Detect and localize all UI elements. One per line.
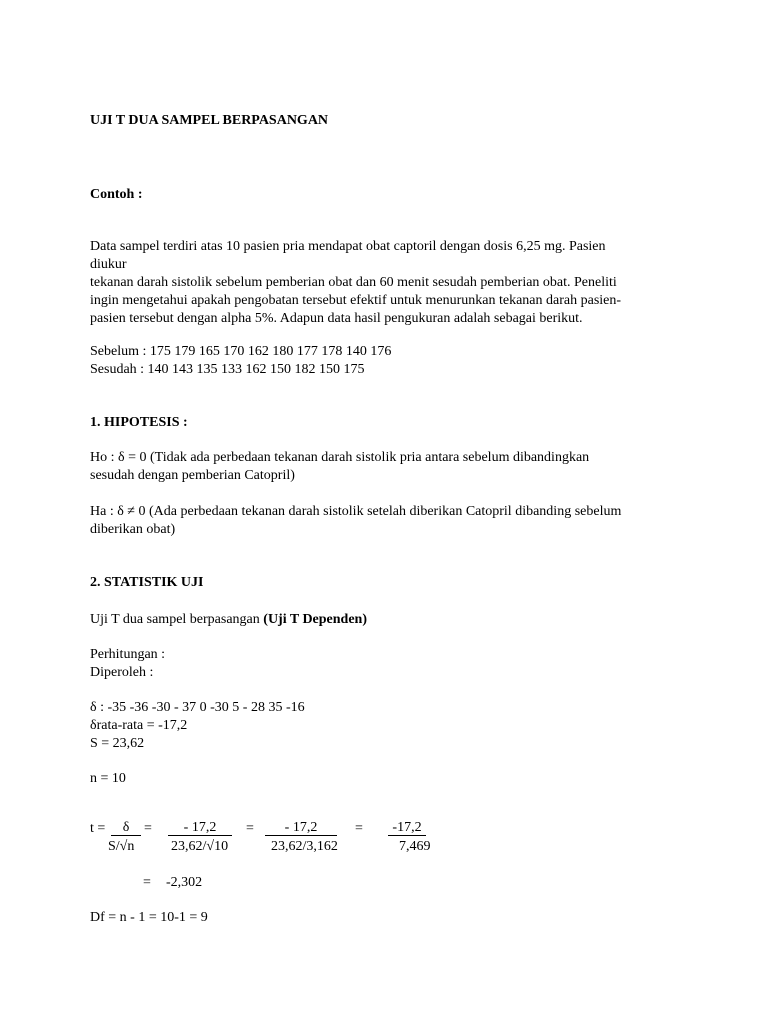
perhitungan-label: Perhitungan : bbox=[90, 647, 166, 662]
ha-hypothesis bbox=[90, 503, 670, 539]
numerator-2: - 17,2 bbox=[168, 820, 232, 836]
intro-line-3: tekanan darah sistolik sebelum pemberian obat dan 60 menit sesudah pemberian obat. Peneliti bbox=[90, 275, 617, 290]
ho-line-1: Ho : δ = 0 (Tidak ada perbedaan tekanan darah sistolik pria antara sebelum dibandingkan bbox=[90, 450, 590, 465]
t-label: t = bbox=[90, 821, 106, 836]
numerator-1: δ bbox=[111, 820, 141, 836]
ho-hypothesis bbox=[90, 449, 670, 485]
delta-values: δ : -35 -36 -30 - 37 0 -30 5 - 28 35 -16 bbox=[90, 700, 305, 715]
equals-2: = bbox=[246, 821, 254, 836]
hipotesis-heading: 1. HIPOTESIS : bbox=[90, 415, 188, 430]
intro-line-2: diukur bbox=[90, 257, 127, 272]
equals-3: = bbox=[355, 821, 363, 836]
denominator-2: 23,62/√10 bbox=[171, 839, 229, 854]
uji-bold: (Uji T Dependen) bbox=[263, 612, 367, 627]
t-result: -2,302 bbox=[166, 875, 203, 890]
uji-description bbox=[90, 611, 367, 629]
delta-mean: δrata-rata = -17,2 bbox=[90, 718, 188, 733]
n-value: n = 10 bbox=[90, 771, 126, 786]
numerator-4: -17,2 bbox=[388, 820, 426, 836]
numerator-3: - 17,2 bbox=[265, 820, 337, 836]
uji-prefix: Uji T dua sampel berpasangan bbox=[90, 612, 264, 627]
perhitungan-block bbox=[90, 646, 670, 682]
statistics-values bbox=[90, 699, 670, 753]
diperoleh-label: Diperoleh : bbox=[90, 665, 154, 680]
denominator-4: 7,469 bbox=[399, 839, 431, 854]
denominator-1: S/√n bbox=[108, 839, 135, 854]
intro-line-1: Data sampel terdiri atas 10 pasien pria mendapat obat captoril dengan dosis 6,25 mg. Pasien bbox=[90, 239, 606, 254]
equals-1: = bbox=[144, 821, 152, 836]
denominator-3: 23,62/3,162 bbox=[271, 839, 338, 854]
statistik-heading: 2. STATISTIK UJI bbox=[90, 575, 204, 590]
data-block bbox=[90, 343, 670, 379]
intro-paragraph bbox=[90, 238, 670, 328]
s-value: S = 23,62 bbox=[90, 736, 145, 751]
ha-line-2: diberikan obat) bbox=[90, 522, 176, 537]
sesudah-data: Sesudah : 140 143 135 133 162 150 182 150 175 bbox=[90, 362, 365, 377]
intro-line-5: pasien tersebut dengan alpha 5%. Adapun data hasil pengukuran adalah sebagai berikut. bbox=[90, 311, 583, 326]
equals-result: = bbox=[143, 875, 151, 890]
document-title: UJI T DUA SAMPEL BERPASANGAN bbox=[90, 113, 329, 128]
contoh-heading: Contoh : bbox=[90, 187, 143, 202]
document-page bbox=[90, 0, 690, 1024]
degrees-of-freedom: Df = n - 1 = 10-1 = 9 bbox=[90, 910, 208, 925]
ho-line-2: sesudah dengan pemberian Catopril) bbox=[90, 468, 295, 483]
sebelum-data: Sebelum : 175 179 165 170 162 180 177 178 140 176 bbox=[90, 344, 392, 359]
ha-line-1: Ha : δ ≠ 0 (Ada perbedaan tekanan darah sistolik setelah diberikan Catopril dibanding sebelum bbox=[90, 504, 622, 519]
intro-line-4: ingin mengetahui apakah pengobatan tersebut efektif untuk menurunkan tekanan darah pasien- bbox=[90, 293, 622, 308]
